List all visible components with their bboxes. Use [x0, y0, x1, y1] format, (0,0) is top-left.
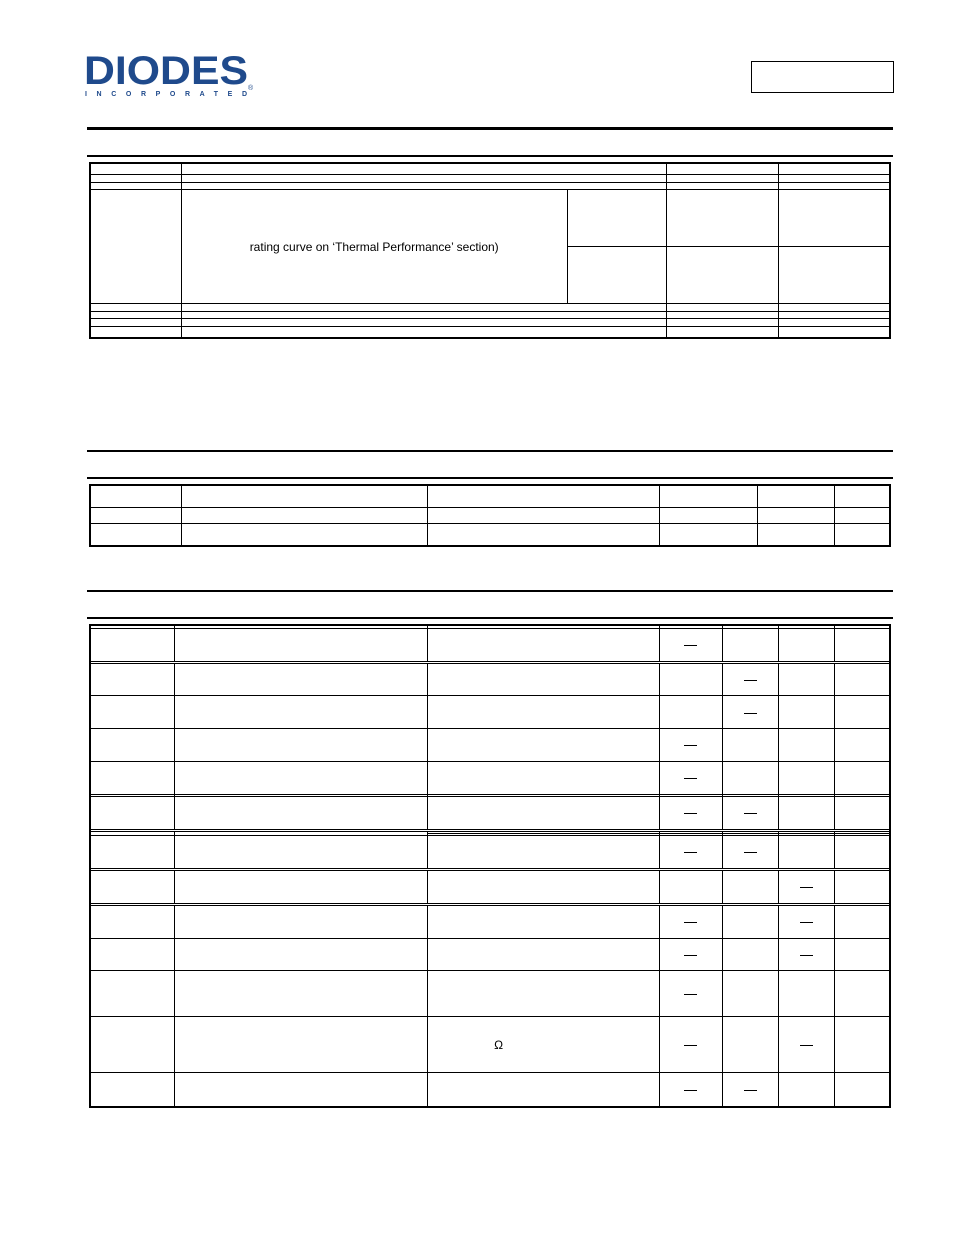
dash-mark [684, 778, 697, 779]
dash-mark [684, 1045, 697, 1046]
table-row [90, 163, 890, 174]
dash-mark [800, 887, 813, 888]
dash-mark [744, 813, 757, 814]
section-rule-bottom [87, 477, 893, 479]
dash-mark [684, 955, 697, 956]
dash-mark [684, 645, 697, 646]
table-row [90, 327, 890, 339]
dash-mark [684, 1090, 697, 1091]
table-row [90, 304, 890, 312]
table-row [90, 1073, 890, 1107]
table-row [90, 485, 890, 508]
table-row [90, 190, 890, 247]
thermal-rating-note: rating curve on ‘Thermal Performance’ section) [181, 190, 567, 304]
section-rule-top [87, 127, 893, 130]
ohm-symbol: Ω [494, 1037, 504, 1052]
dash-mark [800, 922, 813, 923]
logo-wordmark: DIODES [84, 52, 248, 93]
table-row [90, 1017, 890, 1073]
dash-mark [684, 813, 697, 814]
electrical-characteristics-table [89, 624, 891, 1108]
dash-mark [800, 955, 813, 956]
table-row [90, 836, 890, 869]
dash-mark [800, 1045, 813, 1046]
dash-mark [744, 680, 757, 681]
table-row [90, 182, 890, 190]
table-row [90, 761, 890, 794]
diodes-logo [84, 52, 254, 98]
table-row [90, 628, 890, 661]
table-row [90, 729, 890, 762]
table-row [90, 311, 890, 319]
section-rule-bottom [87, 155, 893, 157]
dash-mark [684, 745, 697, 746]
ratings-table [89, 162, 891, 339]
table-row [90, 508, 890, 523]
dash-mark [744, 1090, 757, 1091]
table-row [90, 938, 890, 971]
part-number-box [751, 61, 894, 93]
table-row [90, 796, 890, 829]
table-row [90, 174, 890, 182]
dash-mark [684, 852, 697, 853]
section-rule-bottom [87, 617, 893, 619]
dash-mark [744, 713, 757, 714]
dash-mark [684, 994, 697, 995]
table-row [90, 971, 890, 1017]
section-rule-top [87, 590, 893, 592]
table-row [90, 319, 890, 327]
dash-mark [744, 852, 757, 853]
logo-registered-mark: ® [248, 85, 254, 92]
table-row [90, 696, 890, 729]
operating-conditions-table [89, 484, 891, 547]
table-row [90, 663, 890, 696]
table-row [90, 871, 890, 904]
dash-mark [684, 922, 697, 923]
logo-tagline: INCORPORATED [85, 91, 248, 98]
table-row [90, 905, 890, 938]
table-row [90, 523, 890, 546]
section-rule-top [87, 450, 893, 452]
